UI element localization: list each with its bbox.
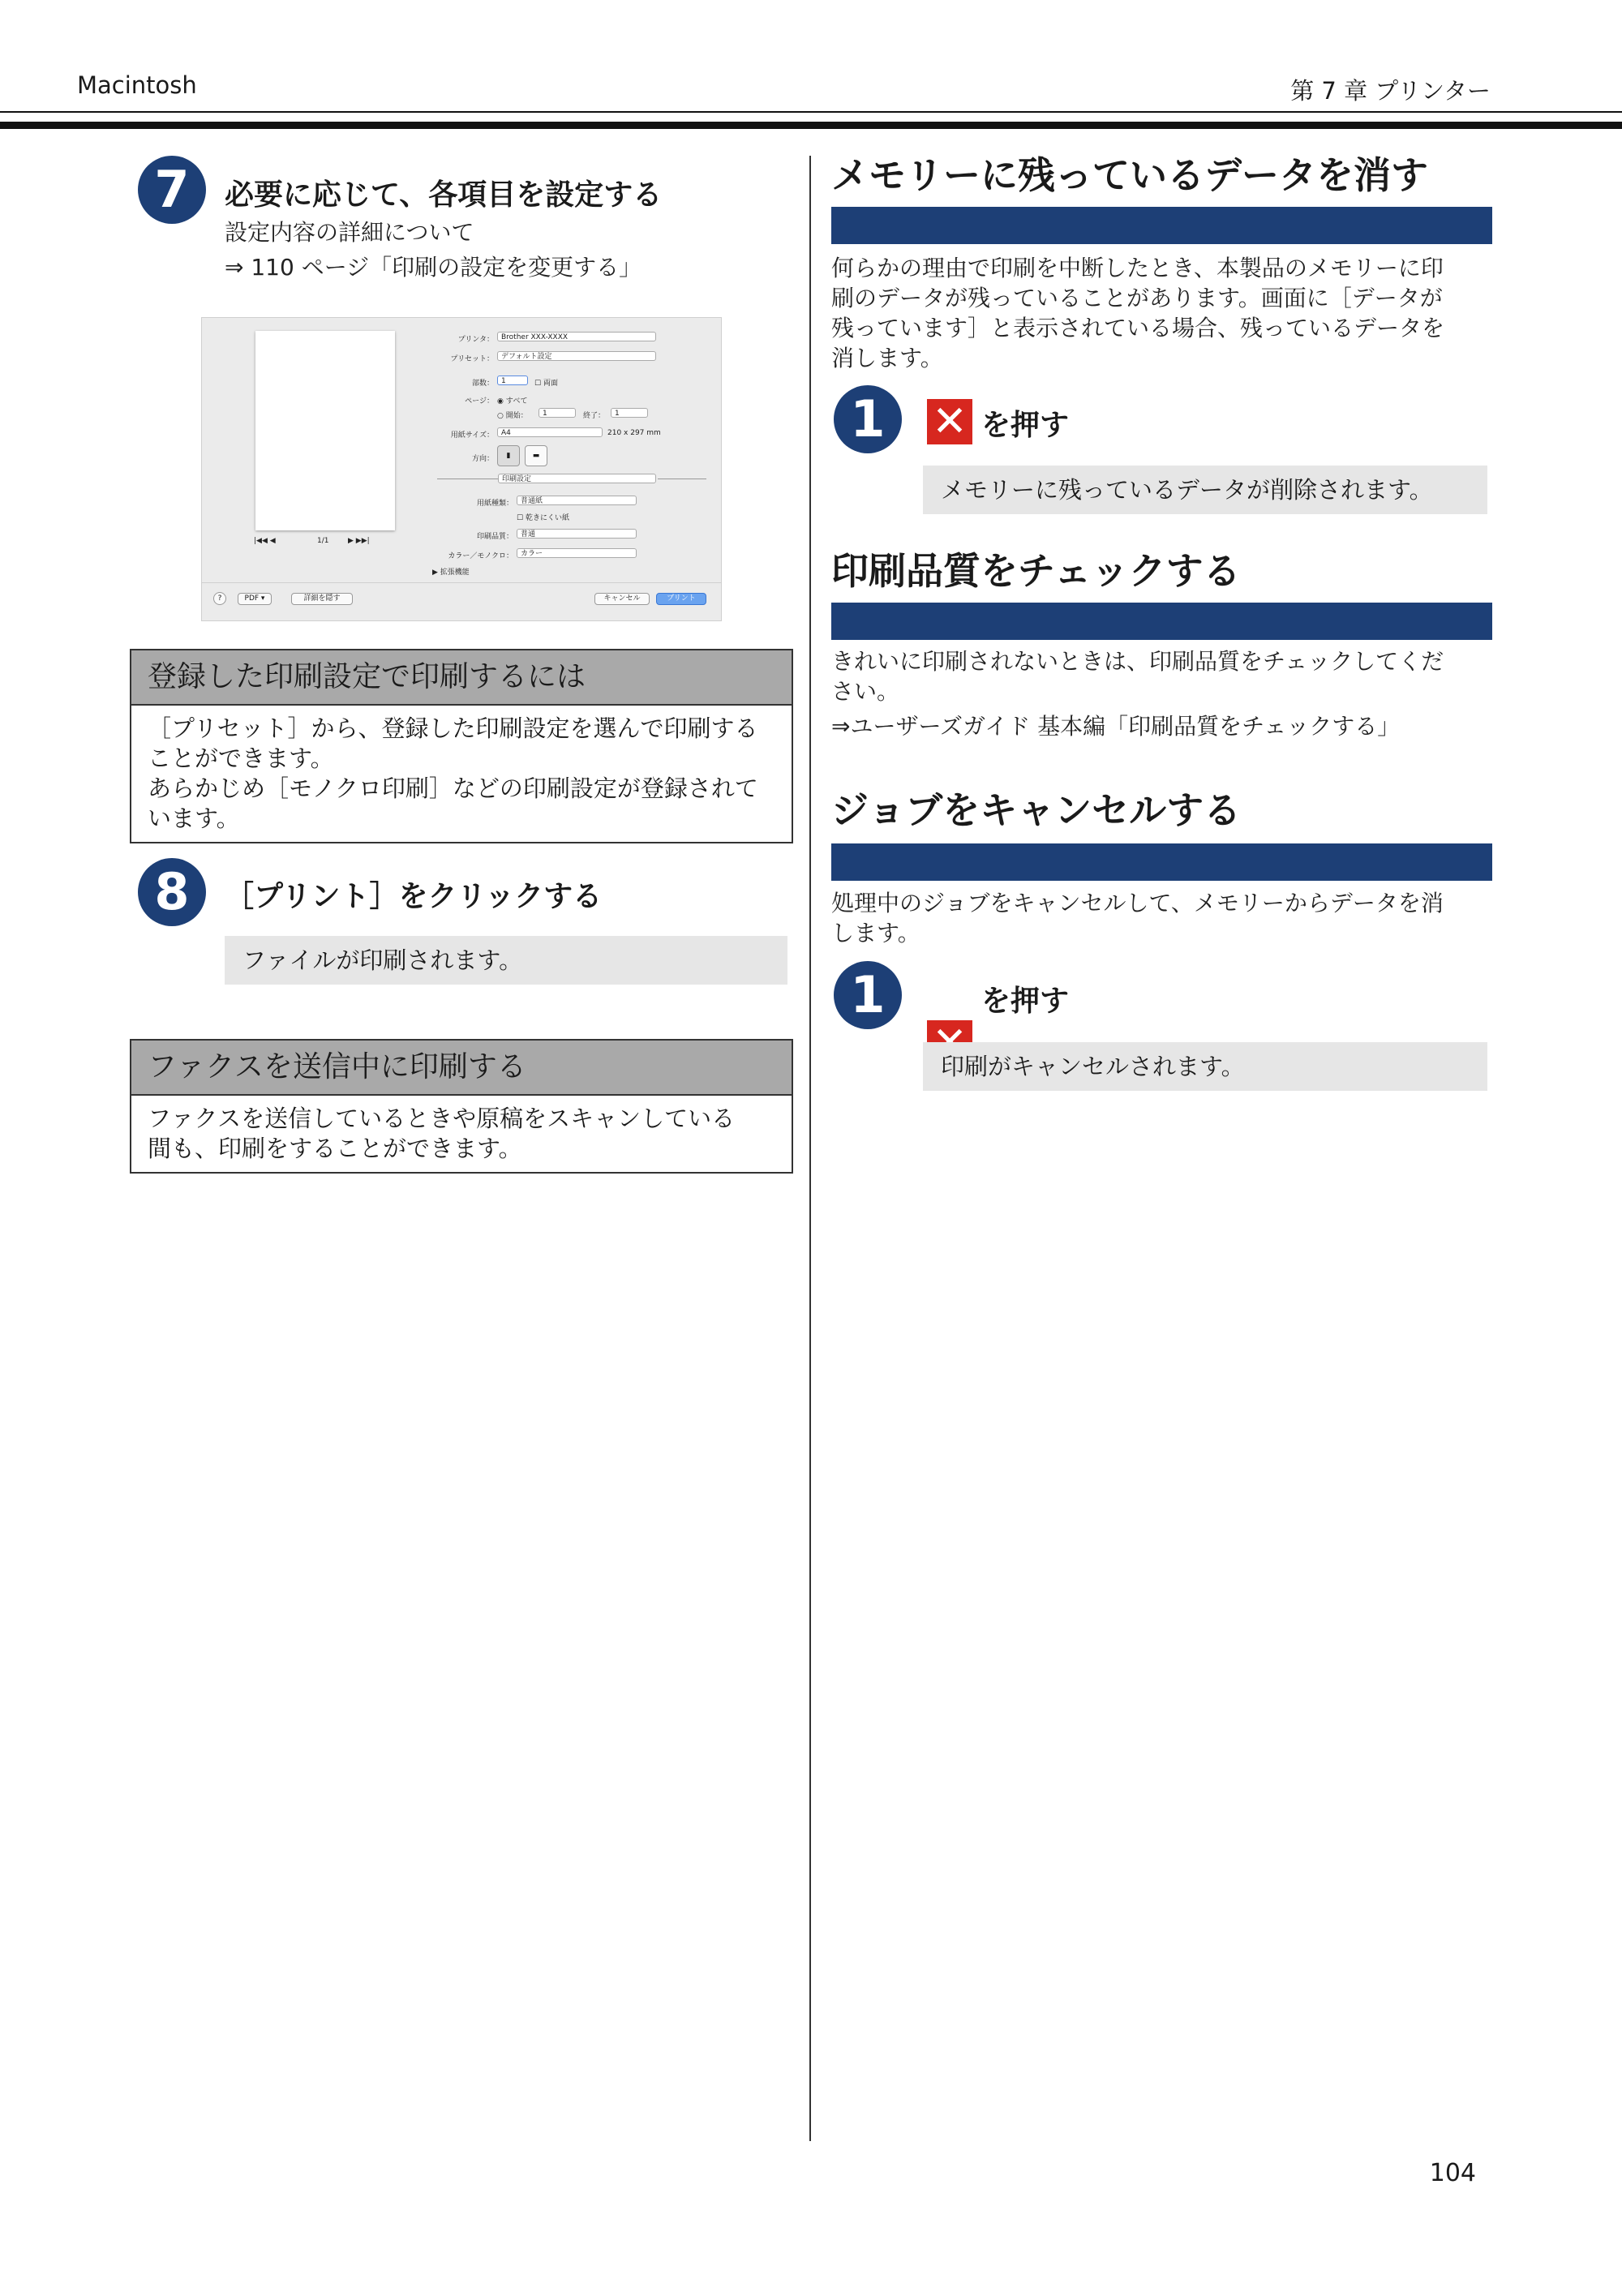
step-8-badge: 8 bbox=[138, 858, 206, 926]
callout-fax bbox=[130, 1039, 793, 1174]
callout-fax-body bbox=[131, 1096, 792, 1170]
callout-preset-line2: ことができます。 bbox=[148, 745, 334, 772]
preview-nav-next[interactable]: ▶ ▶▶| bbox=[348, 537, 370, 545]
section-clear-memory-title: メモリーに残っているデータを消す bbox=[831, 153, 1428, 197]
callout-preset-line3: あらかじめ［モノクロ印刷］などの印刷設定が登録されて bbox=[148, 775, 758, 802]
header-left: Macintosh bbox=[77, 71, 197, 99]
section-clear-memory-line3: 残っています］と表示されている場合、残っているデータを bbox=[831, 315, 1445, 341]
section-cancel-job-line2: します。 bbox=[831, 920, 920, 946]
section-clear-memory-result: メモリーに残っているデータが削除されます。 bbox=[923, 466, 1487, 514]
callout-fax-title: ファクスを送信中に印刷する bbox=[131, 1041, 792, 1096]
printer-select[interactable]: Brother XXX-XXXX bbox=[497, 332, 656, 341]
help-button[interactable]: ? bbox=[213, 592, 226, 605]
section-print-quality-title: 印刷品質をチェックする bbox=[831, 549, 1241, 593]
header-right: 第 7 章 プリンター bbox=[1290, 77, 1491, 105]
orientation-portrait-button[interactable]: ▮ bbox=[497, 445, 520, 466]
pdf-menu-button[interactable]: PDF ▾ bbox=[238, 593, 272, 605]
step-7-badge: 7 bbox=[138, 156, 206, 224]
step-7-line1: 設定内容の詳細について bbox=[225, 219, 474, 246]
section-print-quality-line3: ⇒ユーザーズガイド 基本編「印刷品質をチェックする」 bbox=[831, 713, 1401, 740]
section-clear-memory-line1: 何らかの理由で印刷を中断したとき、本製品のメモリーに印 bbox=[831, 255, 1444, 281]
color-mode-select[interactable]: カラー bbox=[517, 548, 637, 558]
paper-dimensions: 210 x 297 mm bbox=[607, 429, 661, 437]
print-quality-select[interactable]: 普通 bbox=[517, 529, 637, 539]
section-print-quality-bar bbox=[831, 603, 1492, 640]
section-cancel-job-result: 印刷がキャンセルされます。 bbox=[923, 1042, 1487, 1091]
slow-dry-checkbox[interactable]: ☐ 乾きにくい紙 bbox=[517, 514, 569, 522]
section-print-quality-line2: さい。 bbox=[831, 678, 900, 705]
pages-range-radio[interactable]: ○ 開始： bbox=[497, 412, 528, 420]
cancel-button[interactable]: キャンセル bbox=[594, 593, 650, 605]
pages-to-label: 終了： bbox=[583, 412, 606, 420]
preview-page-counter: 1/1 bbox=[317, 537, 329, 545]
media-type-select[interactable]: 普通紙 bbox=[517, 496, 637, 505]
pages-label: ページ： bbox=[465, 397, 494, 406]
duplex-label: 両面 bbox=[543, 380, 558, 388]
advanced-features-toggle[interactable]: ▶ 拡張機能 bbox=[432, 569, 470, 577]
orientation-label: 方向： bbox=[471, 455, 494, 463]
paper-size-select[interactable]: A4 bbox=[497, 427, 603, 437]
section-clear-memory-line2: 刷のデータが残っていることがあります。画面に［データが bbox=[831, 285, 1443, 311]
print-button[interactable]: プリント bbox=[656, 593, 706, 605]
pages-from-label: 開始： bbox=[505, 412, 528, 420]
slow-dry-label: 乾きにくい紙 bbox=[525, 514, 569, 522]
section-select[interactable]: 印刷設定 bbox=[498, 474, 656, 483]
preset-label: プリセット： bbox=[450, 355, 494, 363]
section-clear-memory-step-title: を押す bbox=[981, 409, 1070, 442]
print-dialog-screenshot bbox=[201, 317, 722, 621]
paper-size-label: 用紙サイズ： bbox=[450, 431, 494, 440]
column-divider bbox=[809, 156, 811, 2141]
section-print-quality-line1: きれいに印刷されないときは、印刷品質をチェックしてくだ bbox=[831, 648, 1444, 675]
orientation-landscape-button[interactable]: ▬ bbox=[525, 445, 547, 466]
printer-label: プリンタ： bbox=[457, 336, 494, 344]
x-icon: ✕ bbox=[927, 399, 972, 444]
section-cancel-job-bar bbox=[831, 843, 1492, 881]
copies-label: 部数： bbox=[471, 380, 494, 388]
pages-from-input[interactable]: 1 bbox=[539, 408, 576, 418]
callout-fax-line2: 間も、印刷をすることができます。 bbox=[148, 1135, 522, 1162]
section-clear-memory-step-badge: 1 bbox=[834, 385, 902, 453]
hide-details-button[interactable]: 詳細を隠す bbox=[291, 593, 353, 605]
section-clear-memory-bar bbox=[831, 207, 1492, 244]
print-preview-page bbox=[255, 331, 395, 530]
callout-preset-title: 登録した印刷設定で印刷するには bbox=[131, 650, 792, 706]
section-cancel-job-line1: 処理中のジョブをキャンセルして、メモリーからデータを消 bbox=[831, 890, 1444, 916]
callout-fax-line1: ファクスを送信しているときや原稿をスキャンしている bbox=[148, 1105, 736, 1132]
callout-preset bbox=[130, 649, 793, 843]
section-cancel-job-title: ジョブをキャンセルする bbox=[831, 788, 1242, 832]
print-quality-label: 印刷品質： bbox=[476, 533, 513, 541]
media-type-label: 用紙種類： bbox=[476, 500, 513, 508]
preset-select[interactable]: デフォルト設定 bbox=[497, 351, 656, 361]
step-7-title: 必要に応じて、各項目を設定する bbox=[225, 178, 663, 212]
pages-all-radio[interactable]: ◉ すべて bbox=[497, 397, 528, 406]
step-7-line2: ⇒ 110 ページ「印刷の設定を変更する」 bbox=[225, 254, 642, 281]
page-number: 104 bbox=[1429, 2159, 1476, 2187]
callout-preset-body bbox=[131, 706, 792, 840]
header-rule-thin bbox=[0, 111, 1622, 113]
header-rule-thick bbox=[0, 122, 1622, 129]
pages-all-label: すべて bbox=[505, 397, 528, 406]
color-mode-label: カラー／モノクロ： bbox=[448, 552, 513, 560]
dialog-footer-divider bbox=[202, 582, 721, 583]
section-clear-memory-line4: 消します。 bbox=[831, 345, 943, 371]
copies-input[interactable]: 1 bbox=[497, 376, 528, 385]
step-8-result: ファイルが印刷されます。 bbox=[225, 936, 787, 985]
callout-preset-line4: います。 bbox=[148, 805, 240, 832]
section-cancel-job-step-badge: 1 bbox=[834, 961, 902, 1029]
step-8-title: ［プリント］をクリックする bbox=[225, 880, 603, 913]
preview-nav-first[interactable]: |◀◀ ◀ bbox=[254, 537, 276, 545]
duplex-checkbox[interactable]: ☐ 両面 bbox=[534, 380, 558, 388]
callout-preset-line1: ［プリセット］から、登録した印刷設定を選んで印刷する bbox=[148, 715, 758, 742]
section-cancel-job-step-title: を押す bbox=[981, 985, 1070, 1018]
pages-to-input[interactable]: 1 bbox=[611, 408, 648, 418]
